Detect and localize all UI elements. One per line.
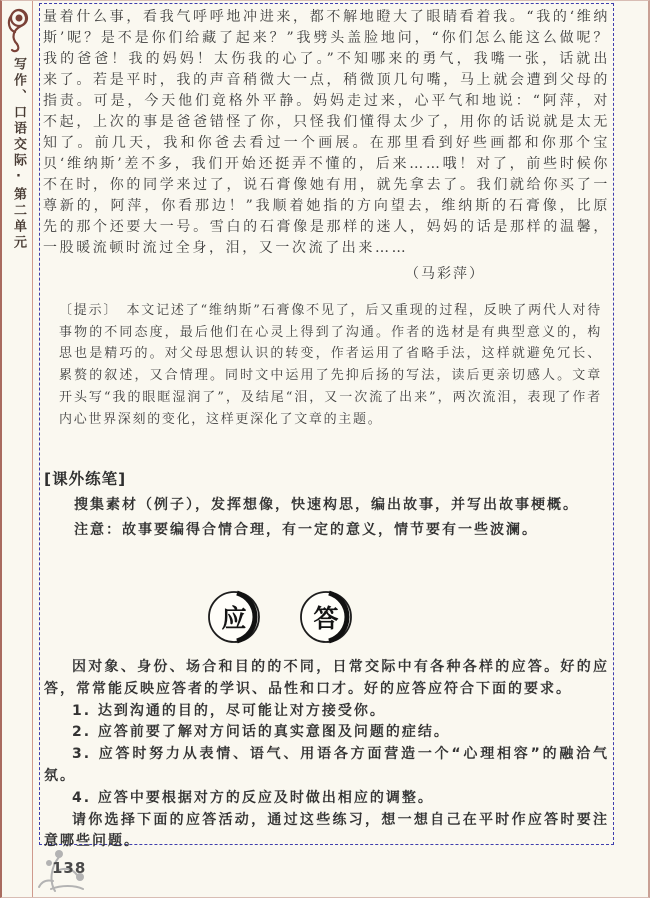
seal-ying-icon [207,588,265,648]
exercise-section [44,470,607,539]
section-item: 1. 达到沟通的目的，尽可能让对方接受你。 [72,702,386,719]
section-item: 4. 应答中要根据对方的反应及时做出相应的调整。 [72,789,434,806]
section-item: 2. 应答前要了解对方问话的真实意图及问题的症结。 [72,724,450,741]
seal-char: 应 [221,604,247,633]
exercise-line: 注意：故事要编得合情合理，有一定的意义，情节要有一些波澜。 [74,522,538,538]
exercise-line: 搜集素材（例子），发挥想像，快速构思，编出故事，并写出故事梗概。 [74,497,579,513]
page-number: 138 [52,859,87,877]
section-outro: 请你选择下面的应答活动，通过这些练习，想一想自己在平时作应答时要注意哪些问题。 [44,811,609,850]
story-paragraph: 量着什么事，看我气呼呼地冲进来，都不解地瞪大了眼睛看着我。“我的‘维纳斯’呢？是不是你们给藏了起来？”我劈头盖脸地问，“你们怎么能这么做呢？我的爸爸！我的妈妈！太伤我的心了。”不知哪来的勇气，我嘴一张，话就出来了。若是平时，我的声音稍微大一点，稍微顶几句嘴，马上就会遭到父母的指责。可是，今天他们竟格外平静。妈妈走过来，心平气和地说：“阿萍，对不起，上次的事是爸爸错怪了你，只怪我们懂得太少了，用你的话说就是太无知了。前几天，我和你爸去看过一个画展。在那里看到好些画都和你那个宝贝‘维纳斯’差不多，我们开始还挺弄不懂的，后来……哦！对了，前些时候你不在时，你的同学来过了，说石膏像她有用，就先拿去了。我们就给你买了一尊新的，阿萍，你看那边！”我顺着她指的方向望去，维纳斯的石膏像，比原先的那个还要大一号。雪白的石膏像是那样的迷人，妈妈的话是那样的温馨，一股暖流顿时流过全身，泪，又一次流了出来…… [43,9,610,256]
hint-block: 〔提示〕 本文记述了“维纳斯”石膏像不见了，后又重现的过程，反映了两代人对待事物的不同态度，最后他们在心灵上得到了沟通。作者的选材是有典型意义的，构思也是精巧的。对父母思想认识的转变，作者运用了省略手法，这样就避免冗长、累赘的叙述，又合情理。同时文中运用了先抑后扬的写法，读后更亲切感人。文章开头写“我的眼眶湿润了”，及结尾“泪，又一次流了出来”，两次流泪，表现了作者内心世界深刻的变化，这样更深化了文章的主题。 [59,303,602,427]
unit-sidebar-label: 写作、口语交际·第二单元 [11,57,26,251]
story-attribution: （马彩萍） [405,266,485,282]
seal-da-icon [299,588,357,648]
section-intro: 因对象、身份、场合和目的的不同，日常交际中有各种各样的应答。好的应答，常常能反映应答者的学识、品性和口才。好的应答应符合下面的要求。 [44,659,609,697]
main-text-frame [39,3,614,850]
exercise-heading: [课外练笔] [44,470,127,488]
seal-char: 答 [313,604,339,633]
response-section [44,657,609,853]
sidebar-divider [32,1,33,898]
section-item: 3. 应答时努力从表情、语气、用语各方面营造一个“心理相容”的融洽气氛。 [44,746,609,784]
floral-swirl-icon [5,6,33,58]
section-title-seals [207,588,357,648]
